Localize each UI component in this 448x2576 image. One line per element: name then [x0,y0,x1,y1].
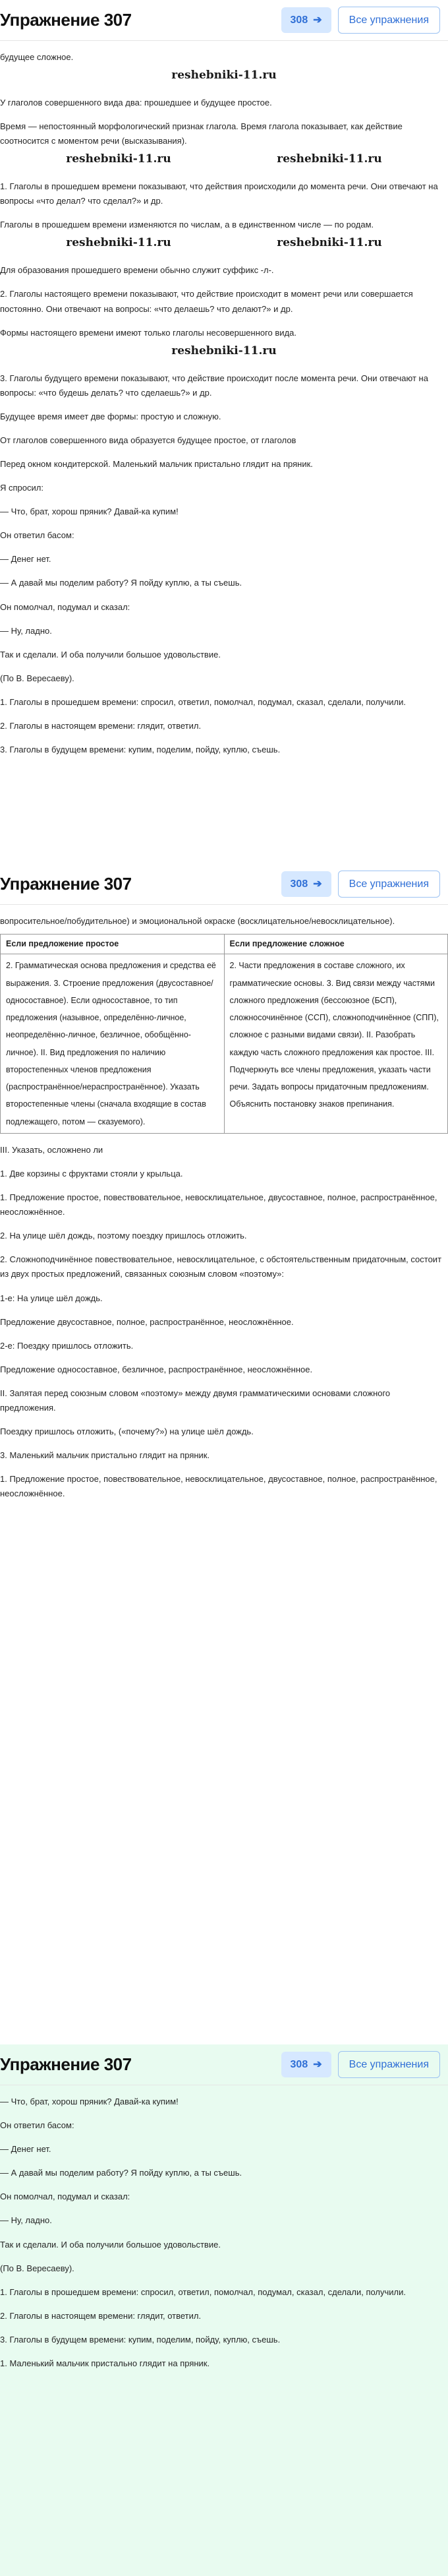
screenshot-1 [0,0,448,864]
text-line: От глаголов совершенного вида образуется будущее простое, от глаголов [0,435,296,445]
text-line: Так и сделали. И оба получили большое удовольствие. [0,2239,221,2250]
text-line: 1. Предложение простое, повествовательное, невосклицательное, двусоставное, полное, распространённое, неосложнённое. [0,1192,437,1217]
text-line: Он помолчал, подумал и сказал: [0,2192,130,2202]
page-title: Упражнение 307 [0,874,132,894]
text-line: Он ответил басом: [0,530,74,541]
all-exercises-button[interactable]: Все упражнения [338,871,440,898]
text-line: — Денег нет. [0,2144,51,2155]
watermark: reshebniki-11.ru [66,236,171,250]
table-header: Если предложение простое [1,935,225,954]
text-line: Время — непостоянный морфологический признак глагола. Время глагола показывает, как действие соотносится с моментом речи (высказывания). [0,121,403,146]
text-line: — Что, брат, хорош пряник? Давай-ка купим! [0,506,179,517]
analysis-table [0,934,448,1134]
text-line: вопросительное/побудительное) и эмоциональной окраске (восклицательное/невосклицательное). [0,916,395,926]
text-line: Перед окном кондитерской. Маленький мальчик пристально глядит на пряник. [0,458,313,469]
text-line: Формы настоящего времени имеют только глаголы несовершенного вида. [0,327,296,338]
text-line: Предложение двусоставное, полное, распространённое, неосложнённое. [0,1316,294,1327]
text-line: — Денег нет. [0,554,51,565]
text-line: (По В. Вересаеву). [0,673,74,683]
text-line: Будущее время имеет две формы: простую и сложную. [0,411,221,421]
watermark: reshebniki-11.ru [171,344,277,357]
content-2 [0,914,448,1501]
next-exercise-button[interactable]: 308 ➔ [281,2052,331,2077]
text-line: — Ну, ладно. [0,625,52,636]
text-line: 3. Глаголы в будущем времени: купим, поделим, пойду, куплю, съешь. [0,2334,281,2345]
analyzed-sentence: 1. Маленький мальчик пристально глядит на пряник. [0,2358,210,2369]
text-line: 1. Глаголы в прошедшем времени: спросил, ответил, помолчал, подумал, сказал, сделали, получили. [0,696,406,707]
page-title: Упражнение 307 [0,10,132,30]
top-bar [0,864,448,905]
text-line: — А давай мы поделим работу? Я пойду куплю, а ты съешь. [0,2168,242,2178]
text-line: 1. Глаголы в прошедшем времени: спросил, ответил, помолчал, подумал, сказал, сделали, получили. [0,2286,406,2297]
text-line: 2. Сложноподчинённое повествовательное, невосклицательное, с обстоятельственным придаточным, состоит из двух простых предложений, связанных союзным словом «поэтому»: [0,1254,442,1279]
all-exercises-button[interactable]: Все упражнения [338,7,440,34]
text-line: — А давай мы поделим работу? Я пойду куплю, а ты съешь. [0,578,242,588]
text-line: Так и сделали. И оба получили большое удовольствие. [0,649,221,659]
analyzed-sentence: 1. Две корзины с фруктами стояли у крыльца. [0,1168,183,1179]
page-title: Упражнение 307 [0,2054,132,2075]
text-line: Я спросил: [0,483,43,493]
text-line: Он ответил басом: [0,2120,74,2131]
table-cell: 2. Грамматическая основа предложения и средства её выражения. 3. Строение предложения (двусоставное/односоставное). Если односоставное, то тип предложения (назывное, определённо-личное, неопределённо-личное, безличное, обобщённо-личное). II. Вид предложения по наличию второстепенных членов предложения (распространённое/нераспространённое). Указать второстепенные члены (сначала входящие в состав подлежащего, потом — сказуемого). [1,954,225,1134]
arrow-right-icon: ➔ [313,2058,322,2070]
content-3 [0,2095,448,2371]
content-1 [0,50,448,757]
table-header: Если предложение сложное [224,935,448,954]
text-line: Он помолчал, подумал и сказал: [0,601,130,612]
text-line: 2. Глаголы в настоящем времени: глядит, ответил. [0,721,202,731]
top-bar [0,2044,448,2085]
text-line: будущее сложное. [0,52,74,62]
text-line: 2. Глаголы настоящего времени показывают, что действие происходит в момент речи или совершается постоянно. Они отвечают на вопросы: «что делаешь? что делают?» и др. [0,289,413,314]
text-line: 1. Предложение простое, повествовательное, невосклицательное, двусоставное, полное, распространённое, неосложнённое. [0,1474,437,1499]
text-line: 1-е: На улице шёл дождь. [0,1293,103,1303]
text-line: III. Указать, осложнено ли [0,1144,103,1155]
text-line: 1. Глаголы в прошедшем времени показывают, что действия происходили до момента речи. Они отвечают на вопросы «что делал? что сделал?» и др. [0,181,438,206]
watermark: reshebniki-11.ru [66,152,171,166]
text-line: — Что, брат, хорош пряник? Давай-ка купим! [0,2097,179,2106]
text-line: Глаголы в прошедшем времени изменяются по числам, а в единственном числе — по родам. [0,220,374,230]
text-line: 2. Глаголы в настоящем времени: глядит, ответил. [0,2310,202,2321]
arrow-right-icon: ➔ [313,14,322,26]
text-line: 3. Глаголы в будущем времени: купим, поделим, пойду, куплю, съешь. [0,745,281,755]
table-cell: 2. Части предложения в составе сложного, их грамматические основы. 3. Вид связи между частями сложного предложения (бессоюзное (БСП), сложносочинённое (ССП), сложноподчинённое (СПП), сложное с разными видами связи). II. Разобрать каждую часть сложного предложения как простое. III. Подчеркнуть все члены предложения, указать части речи. Задать вопросы придаточным предложениям. Объяснить постановку знаков препинания. [224,954,448,1134]
text-line: 3. Глаголы будущего времени показывают, что действие происходит после момента речи. Они отвечают на вопросы: «что будешь делать? что сделаешь?» и др. [0,373,428,398]
text-line: Поездку пришлось отложить, («почему?») на улице шёл дождь. [0,1426,254,1437]
top-bar [0,0,448,41]
text-line: — Ну, ладно. [0,2215,52,2226]
text-line: Для образования прошедшего времени обычно служит суффикс -л-. [0,265,274,276]
screenshot-2 [0,864,448,2044]
next-exercise-button[interactable]: 308 ➔ [281,7,331,33]
text-line: II. Запятая перед союзным словом «поэтому» между двумя грамматическими основами сложного предложения. [0,1388,391,1413]
text-line: Предложение односоставное, безличное, распространённое, неосложнённое. [0,1364,313,1374]
watermark: reshebniki-11.ru [171,69,277,82]
analyzed-sentence: 2. На улице шёл дождь, поэтому поездку пришлось отложить. [0,1231,247,1241]
next-exercise-button[interactable]: 308 ➔ [281,871,331,897]
watermark: reshebniki-11.ru [277,236,382,250]
screenshot-3 [0,2044,448,2576]
all-exercises-button[interactable]: Все упражнения [338,2051,440,2078]
text-line: У глаголов совершенного вида два: прошедшее и будущее простое. [0,97,272,107]
text-line: (По В. Вересаеву). [0,2263,74,2273]
watermark: reshebniki-11.ru [277,152,382,166]
analyzed-sentence: 3. Маленький мальчик пристально глядит на пряник. [0,1450,210,1461]
text-line: 2-е: Поездку пришлось отложить. [0,1340,134,1351]
arrow-right-icon: ➔ [313,878,322,890]
